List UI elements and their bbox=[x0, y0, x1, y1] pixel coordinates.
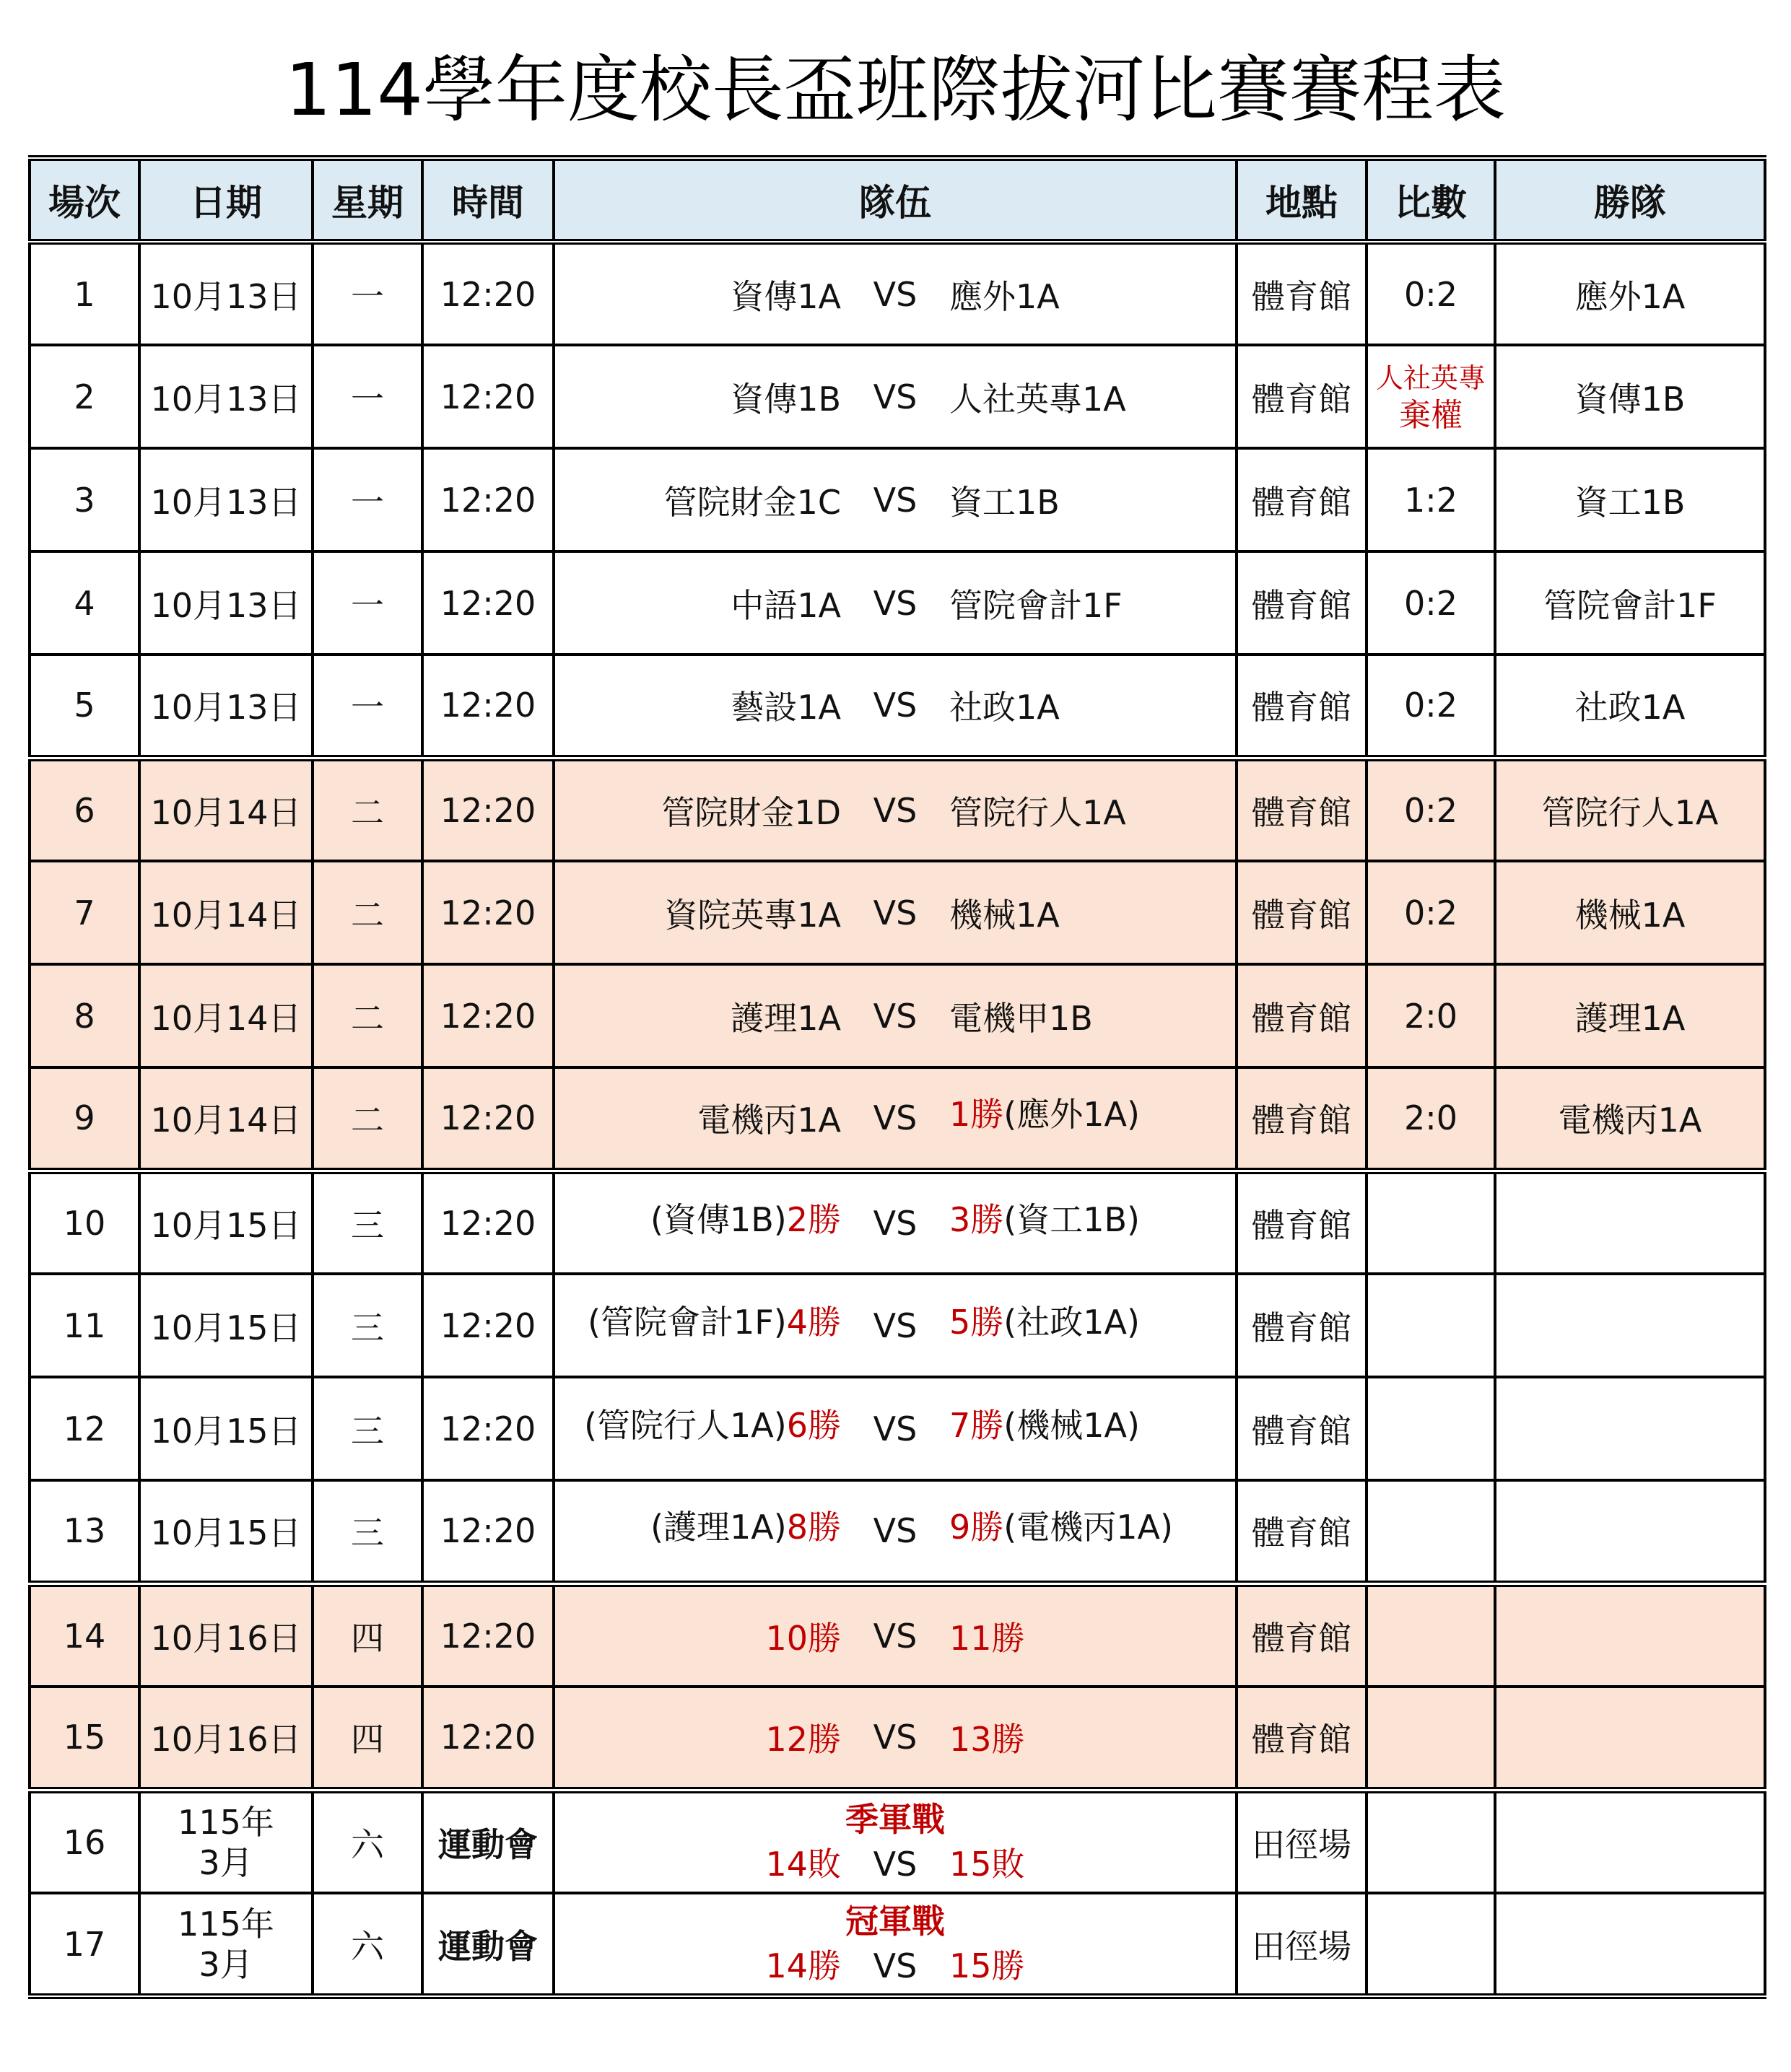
match-teams bbox=[554, 448, 1237, 551]
match-weekday: 三 bbox=[313, 1377, 422, 1480]
team-right: 15敗 bbox=[949, 1844, 1025, 1884]
match-date: 10月15日 bbox=[139, 1480, 313, 1583]
team-right bbox=[949, 1088, 1235, 1136]
team-left: 14敗 bbox=[765, 1844, 841, 1884]
vs-label: VS bbox=[873, 1409, 918, 1448]
team-ref: (機械1A) bbox=[1003, 1405, 1140, 1445]
date-month: 3月 bbox=[199, 1944, 253, 1984]
match-date: 10月15日 bbox=[139, 1274, 313, 1377]
team-left: 10勝 bbox=[765, 1618, 841, 1658]
match-time: 運動會 bbox=[422, 1893, 554, 1996]
match-winner: 機械1A bbox=[1495, 861, 1765, 964]
match-teams bbox=[554, 242, 1237, 345]
match-no: 10 bbox=[30, 1171, 139, 1274]
match-venue: 體育館 bbox=[1237, 1171, 1367, 1274]
match-date: 10月14日 bbox=[139, 964, 313, 1067]
table-row bbox=[30, 1274, 1765, 1377]
match-date: 10月16日 bbox=[139, 1687, 313, 1790]
team-left: 管院財金1D bbox=[661, 792, 841, 832]
match-no: 5 bbox=[30, 655, 139, 758]
team-right bbox=[949, 1399, 1235, 1447]
vs-label: VS bbox=[873, 1616, 918, 1656]
final-title: 季軍戰 bbox=[845, 1799, 945, 1839]
forfeit-team: 人社英專 bbox=[1375, 362, 1486, 394]
table-row bbox=[30, 964, 1765, 1067]
page-title: 114學年度校長盃班際拔河比賽賽程表 bbox=[285, 48, 1506, 132]
team-right bbox=[949, 1296, 1235, 1344]
match-teams bbox=[554, 1583, 1237, 1687]
vs-label: VS bbox=[873, 1946, 918, 1985]
match-venue: 田徑場 bbox=[1237, 1893, 1367, 1996]
team-left: 護理1A bbox=[731, 998, 841, 1038]
match-winner bbox=[1495, 1274, 1765, 1377]
team-left: 中語1A bbox=[731, 585, 841, 625]
match-date: 10月14日 bbox=[139, 861, 313, 964]
winner-ref: 2勝 bbox=[786, 1199, 841, 1239]
match-winner bbox=[1495, 1480, 1765, 1583]
match-no: 12 bbox=[30, 1377, 139, 1480]
header-score: 比數 bbox=[1367, 158, 1495, 242]
match-score bbox=[1367, 1583, 1495, 1687]
vs-label: VS bbox=[873, 893, 918, 932]
vs-label: VS bbox=[873, 1098, 918, 1138]
winner-ref: 7勝 bbox=[949, 1405, 1004, 1445]
match-winner bbox=[1495, 1377, 1765, 1480]
match-winner: 應外1A bbox=[1495, 242, 1765, 345]
team-right: 人社英專1A bbox=[949, 379, 1126, 419]
match-score bbox=[1367, 1687, 1495, 1790]
match-date: 10月14日 bbox=[139, 1067, 313, 1171]
match-winner: 管院會計1F bbox=[1495, 551, 1765, 655]
date-year: 115年 bbox=[178, 1802, 274, 1842]
team-left bbox=[555, 1194, 841, 1241]
table-row bbox=[30, 1067, 1765, 1171]
match-no: 14 bbox=[30, 1583, 139, 1687]
match-weekday: 三 bbox=[313, 1171, 422, 1274]
match-time: 12:20 bbox=[422, 1067, 554, 1171]
team-left bbox=[555, 1501, 841, 1549]
match-weekday: 二 bbox=[313, 1067, 422, 1171]
match-score: 0:2 bbox=[1367, 242, 1495, 345]
winner-ref: 9勝 bbox=[949, 1508, 1004, 1547]
table-row bbox=[30, 242, 1765, 345]
vs-label: VS bbox=[873, 1306, 918, 1345]
match-date: 10月15日 bbox=[139, 1171, 313, 1274]
match-no: 11 bbox=[30, 1274, 139, 1377]
match-time: 12:20 bbox=[422, 345, 554, 448]
team-ref: (資工1B) bbox=[1003, 1199, 1140, 1239]
table-row bbox=[30, 1790, 1765, 1893]
match-no: 6 bbox=[30, 758, 139, 861]
match-score: 0:2 bbox=[1367, 655, 1495, 758]
team-ref: (應外1A) bbox=[1003, 1095, 1140, 1135]
final-title: 冠軍戰 bbox=[845, 1901, 945, 1941]
vs-label: VS bbox=[873, 996, 918, 1036]
match-no: 9 bbox=[30, 1067, 139, 1171]
winner-ref: 6勝 bbox=[786, 1405, 841, 1445]
match-time: 12:20 bbox=[422, 1377, 554, 1480]
date-month: 3月 bbox=[199, 1842, 253, 1882]
match-time: 12:20 bbox=[422, 655, 554, 758]
match-date: 10月14日 bbox=[139, 758, 313, 861]
match-date: 10月13日 bbox=[139, 242, 313, 345]
match-venue: 體育館 bbox=[1237, 1377, 1367, 1480]
team-left bbox=[555, 1296, 841, 1344]
match-weekday: 四 bbox=[313, 1687, 422, 1790]
vs-label: VS bbox=[873, 686, 918, 725]
match-time: 12:20 bbox=[422, 551, 554, 655]
match-winner: 資傳1B bbox=[1495, 345, 1765, 448]
match-teams bbox=[554, 1274, 1237, 1377]
winner-ref: 5勝 bbox=[949, 1302, 1004, 1342]
vs-label: VS bbox=[873, 274, 918, 314]
match-winner bbox=[1495, 1171, 1765, 1274]
match-teams bbox=[554, 1893, 1237, 1996]
match-time: 12:20 bbox=[422, 1274, 554, 1377]
header-row bbox=[30, 158, 1765, 242]
header-winner: 勝隊 bbox=[1495, 158, 1765, 242]
match-venue: 體育館 bbox=[1237, 1274, 1367, 1377]
team-right: 管院會計1F bbox=[949, 585, 1123, 625]
match-teams bbox=[554, 345, 1237, 448]
match-date: 10月13日 bbox=[139, 345, 313, 448]
match-time: 12:20 bbox=[422, 861, 554, 964]
match-date: 10月13日 bbox=[139, 551, 313, 655]
team-left: 資院英專1A bbox=[664, 895, 841, 935]
match-teams bbox=[554, 964, 1237, 1067]
match-venue: 體育館 bbox=[1237, 345, 1367, 448]
match-winner: 管院行人1A bbox=[1495, 758, 1765, 861]
match-weekday: 一 bbox=[313, 448, 422, 551]
team-ref: (社政1A) bbox=[1003, 1302, 1140, 1342]
team-right: 13勝 bbox=[949, 1720, 1025, 1760]
match-score bbox=[1367, 1480, 1495, 1583]
match-time: 12:20 bbox=[422, 1480, 554, 1583]
table-row bbox=[30, 448, 1765, 551]
team-right: 社政1A bbox=[949, 688, 1060, 727]
vs-label: VS bbox=[873, 377, 918, 416]
match-date: 10月13日 bbox=[139, 655, 313, 758]
header-venue: 地點 bbox=[1237, 158, 1367, 242]
match-weekday: 一 bbox=[313, 242, 422, 345]
match-winner bbox=[1495, 1687, 1765, 1790]
header-teams: 隊伍 bbox=[554, 158, 1237, 242]
winner-ref: 1勝 bbox=[949, 1095, 1004, 1135]
team-left bbox=[555, 1399, 841, 1447]
match-teams bbox=[554, 1171, 1237, 1274]
match-time: 12:20 bbox=[422, 448, 554, 551]
match-venue: 體育館 bbox=[1237, 1480, 1367, 1583]
match-no: 8 bbox=[30, 964, 139, 1067]
match-winner bbox=[1495, 1790, 1765, 1893]
team-ref: (護理1A) bbox=[650, 1508, 787, 1547]
match-date: 10月15日 bbox=[139, 1377, 313, 1480]
vs-label: VS bbox=[873, 1844, 918, 1884]
team-right: 應外1A bbox=[949, 276, 1060, 316]
team-right: 15勝 bbox=[949, 1946, 1025, 1985]
match-teams bbox=[554, 1067, 1237, 1171]
match-score: 1:2 bbox=[1367, 448, 1495, 551]
match-weekday: 一 bbox=[313, 551, 422, 655]
header-date: 日期 bbox=[139, 158, 313, 242]
match-teams bbox=[554, 551, 1237, 655]
team-right: 管院行人1A bbox=[949, 792, 1126, 832]
team-left: 電機丙1A bbox=[697, 1101, 841, 1140]
match-winner: 資工1B bbox=[1495, 448, 1765, 551]
table-row bbox=[30, 1687, 1765, 1790]
team-right bbox=[949, 1194, 1235, 1241]
match-no: 7 bbox=[30, 861, 139, 964]
table-row bbox=[30, 758, 1765, 861]
team-ref: (資傳1B) bbox=[650, 1199, 787, 1239]
header-match-no: 場次 bbox=[30, 158, 139, 242]
date-year: 115年 bbox=[178, 1904, 274, 1944]
match-score: 2:0 bbox=[1367, 1067, 1495, 1171]
match-venue: 體育館 bbox=[1237, 758, 1367, 861]
forfeit-label: 棄權 bbox=[1399, 396, 1463, 434]
match-venue: 體育館 bbox=[1237, 551, 1367, 655]
match-time: 12:20 bbox=[422, 1583, 554, 1687]
match-time: 12:20 bbox=[422, 242, 554, 345]
winner-ref: 3勝 bbox=[949, 1199, 1004, 1239]
team-left: 藝設1A bbox=[731, 688, 841, 727]
match-score bbox=[1367, 1893, 1495, 1996]
match-teams bbox=[554, 861, 1237, 964]
match-score bbox=[1367, 1274, 1495, 1377]
vs-label: VS bbox=[873, 1718, 918, 1757]
table-row bbox=[30, 1171, 1765, 1274]
match-weekday: 二 bbox=[313, 861, 422, 964]
match-venue: 體育館 bbox=[1237, 448, 1367, 551]
header-weekday: 星期 bbox=[313, 158, 422, 242]
vs-label: VS bbox=[873, 790, 918, 830]
team-right: 資工1B bbox=[949, 482, 1060, 522]
table-row bbox=[30, 1480, 1765, 1583]
match-winner bbox=[1495, 1583, 1765, 1687]
vs-label: VS bbox=[873, 1511, 918, 1551]
winner-ref: 8勝 bbox=[786, 1508, 841, 1547]
match-no: 16 bbox=[30, 1790, 139, 1893]
match-weekday: 一 bbox=[313, 345, 422, 448]
match-weekday: 二 bbox=[313, 758, 422, 861]
match-date: 10月16日 bbox=[139, 1583, 313, 1687]
vs-label: VS bbox=[873, 480, 918, 520]
team-right: 機械1A bbox=[949, 895, 1060, 935]
match-time: 12:20 bbox=[422, 758, 554, 861]
match-time: 12:20 bbox=[422, 1687, 554, 1790]
match-teams bbox=[554, 1377, 1237, 1480]
match-venue: 體育館 bbox=[1237, 1687, 1367, 1790]
match-no: 17 bbox=[30, 1893, 139, 1996]
table-row bbox=[30, 551, 1765, 655]
match-score: 2:0 bbox=[1367, 964, 1495, 1067]
match-teams bbox=[554, 1687, 1237, 1790]
match-date: 10月13日 bbox=[139, 448, 313, 551]
match-venue: 體育館 bbox=[1237, 242, 1367, 345]
schedule-table bbox=[28, 155, 1766, 1999]
winner-ref: 4勝 bbox=[786, 1302, 841, 1342]
match-weekday: 六 bbox=[313, 1893, 422, 1996]
match-winner bbox=[1495, 1893, 1765, 1996]
match-venue: 田徑場 bbox=[1237, 1790, 1367, 1893]
team-left: 管院財金1C bbox=[663, 482, 841, 522]
match-weekday: 三 bbox=[313, 1274, 422, 1377]
match-weekday: 六 bbox=[313, 1790, 422, 1893]
match-date bbox=[139, 1790, 313, 1893]
match-venue: 體育館 bbox=[1237, 1067, 1367, 1171]
match-teams bbox=[554, 758, 1237, 861]
match-winner: 社政1A bbox=[1495, 655, 1765, 758]
match-teams bbox=[554, 1480, 1237, 1583]
match-venue: 體育館 bbox=[1237, 1583, 1367, 1687]
match-venue: 體育館 bbox=[1237, 861, 1367, 964]
team-ref: (管院行人1A) bbox=[584, 1405, 787, 1445]
match-time: 12:20 bbox=[422, 1171, 554, 1274]
table-row bbox=[30, 1377, 1765, 1480]
team-left: 12勝 bbox=[765, 1720, 841, 1760]
match-venue: 體育館 bbox=[1237, 964, 1367, 1067]
team-right: 電機甲1B bbox=[949, 998, 1093, 1038]
match-no: 15 bbox=[30, 1687, 139, 1790]
team-ref: (管院會計1F) bbox=[588, 1302, 787, 1342]
match-weekday: 二 bbox=[313, 964, 422, 1067]
table-row bbox=[30, 861, 1765, 964]
team-right: 11勝 bbox=[949, 1618, 1025, 1658]
match-date bbox=[139, 1893, 313, 1996]
match-score: 0:2 bbox=[1367, 758, 1495, 861]
match-teams bbox=[554, 1790, 1237, 1893]
match-no: 13 bbox=[30, 1480, 139, 1583]
match-score: 0:2 bbox=[1367, 861, 1495, 964]
match-weekday: 三 bbox=[313, 1480, 422, 1583]
vs-label: VS bbox=[873, 1203, 918, 1243]
match-no: 3 bbox=[30, 448, 139, 551]
team-right bbox=[949, 1501, 1235, 1549]
match-time: 運動會 bbox=[422, 1790, 554, 1893]
match-no: 4 bbox=[30, 551, 139, 655]
match-venue: 體育館 bbox=[1237, 655, 1367, 758]
match-time: 12:20 bbox=[422, 964, 554, 1067]
table-row bbox=[30, 1893, 1765, 1996]
match-no: 2 bbox=[30, 345, 139, 448]
match-winner: 護理1A bbox=[1495, 964, 1765, 1067]
table-row bbox=[30, 655, 1765, 758]
match-score: 0:2 bbox=[1367, 551, 1495, 655]
table-row bbox=[30, 1583, 1765, 1687]
match-score bbox=[1367, 1377, 1495, 1480]
match-no: 1 bbox=[30, 242, 139, 345]
team-left: 14勝 bbox=[765, 1946, 841, 1985]
team-ref: (電機丙1A) bbox=[1003, 1508, 1173, 1547]
match-score bbox=[1367, 1171, 1495, 1274]
header-time: 時間 bbox=[422, 158, 554, 242]
match-score bbox=[1367, 345, 1495, 448]
vs-label: VS bbox=[873, 583, 918, 623]
match-weekday: 四 bbox=[313, 1583, 422, 1687]
match-weekday: 一 bbox=[313, 655, 422, 758]
team-left: 資傳1A bbox=[731, 276, 841, 316]
team-left: 資傳1B bbox=[731, 379, 841, 419]
match-winner: 電機丙1A bbox=[1495, 1067, 1765, 1171]
match-teams bbox=[554, 655, 1237, 758]
table-row bbox=[30, 345, 1765, 448]
match-score bbox=[1367, 1790, 1495, 1893]
